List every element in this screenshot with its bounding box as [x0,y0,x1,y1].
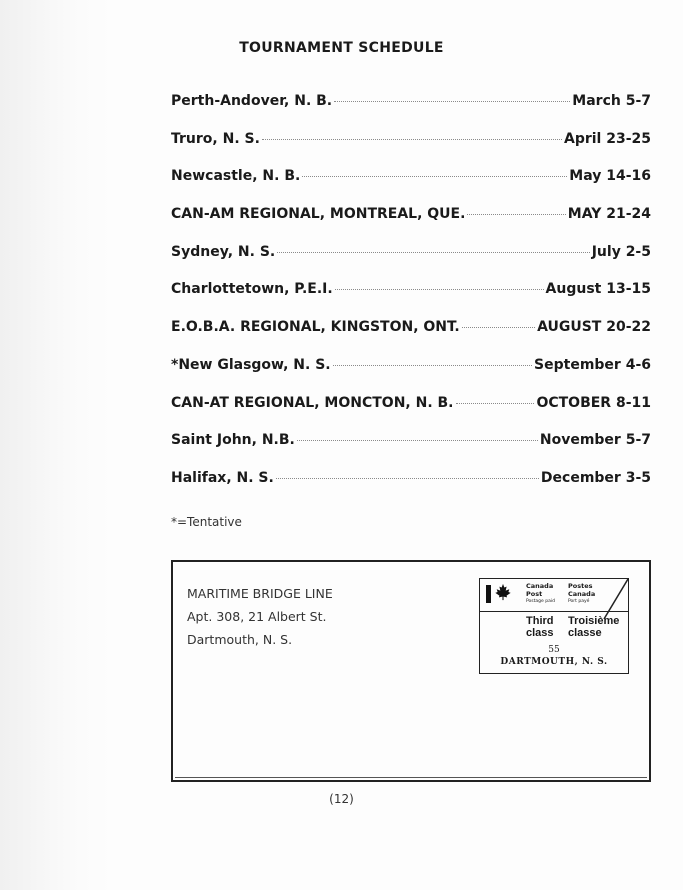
schedule-row [171,131,651,169]
flag-bar-icon [486,585,491,603]
schedule-row [171,281,651,319]
schedule-row [171,319,651,357]
mailing-envelope [171,560,651,782]
schedule-date: April 23-25 [563,130,651,147]
third-class-label: Third class [526,615,554,639]
indicia-header [480,579,628,612]
page-title: TOURNAMENT SCHEDULE [239,40,444,56]
envelope-bottom-rule [175,777,647,778]
address-line-3: Dartmouth, N. S. [187,632,293,647]
schedule-date: July 2-5 [591,243,651,260]
dot-leader [297,440,538,441]
schedule-date: AUGUST 20-22 [537,319,651,336]
schedule-place: Halifax, N. S. [171,469,274,486]
schedule-row [171,357,651,395]
schedule-place: Perth-Andover, N. B. [171,93,333,109]
schedule-row [171,93,651,131]
dot-leader [335,289,544,290]
schedule-row [171,168,651,206]
maple-leaf-icon [494,583,512,604]
maple-leaf-svg [494,583,512,601]
schedule-place: CAN-AT REGIONAL, MONCTON, N. B. [171,394,454,411]
schedule-row [171,244,651,282]
schedule-place: E.O.B.A. REGIONAL, KINGSTON, ONT. [171,319,460,336]
postage-indicia [479,578,629,674]
schedule-place: Newcastle, N. B. [171,168,301,185]
permit-number: 55 [548,645,560,655]
schedule-place: Charlottetown, P.E.I. [171,281,333,298]
schedule-row [171,470,651,508]
indicia-city: DARTMOUTH, N. S. [500,657,608,667]
schedule-place: Saint John, N.B. [171,432,295,449]
tournament-schedule-list [171,93,651,508]
indicia-diagonal [596,579,628,619]
dot-leader [333,365,532,366]
schedule-date: November 5-7 [539,432,651,449]
postes-canada-label: Postes Canada Port payé [568,582,596,604]
schedule-row [171,395,651,433]
schedule-place: CAN-AM REGIONAL, MONTREAL, QUE. [171,206,466,223]
schedule-date: May 14-16 [569,168,651,185]
schedule-date: OCTOBER 8-11 [536,394,651,411]
dot-leader [456,403,535,404]
dot-leader [302,176,567,177]
troisieme-classe-label: Troisième classe [568,615,620,639]
dot-leader [262,139,562,140]
canada-post-label: Canada Post Postage paid [526,582,555,604]
schedule-place: Sydney, N. S. [171,243,276,260]
schedule-date: MAY 21-24 [567,206,651,223]
dot-leader [276,478,539,479]
schedule-date: March 5-7 [572,93,651,109]
schedule-place: Truro, N. S. [171,130,260,147]
schedule-date: September 4-6 [534,356,651,373]
return-address [187,582,333,651]
dot-leader [462,327,535,328]
schedule-row [171,206,651,244]
address-line-2: Apt. 308, 21 Albert St. [187,609,327,624]
schedule-place: *New Glasgow, N. S. [171,356,331,373]
page-number: (12) [329,792,354,806]
dot-leader [277,252,589,253]
page-edge-shadow [0,0,112,890]
schedule-date: December 3-5 [540,469,651,486]
address-line-1: MARITIME BRIDGE LINE [187,586,333,601]
dot-leader [467,214,565,215]
dot-leader [334,101,570,102]
schedule-row [171,432,651,470]
tentative-note: *=Tentative [171,515,242,529]
schedule-date: August 13-15 [545,281,651,298]
